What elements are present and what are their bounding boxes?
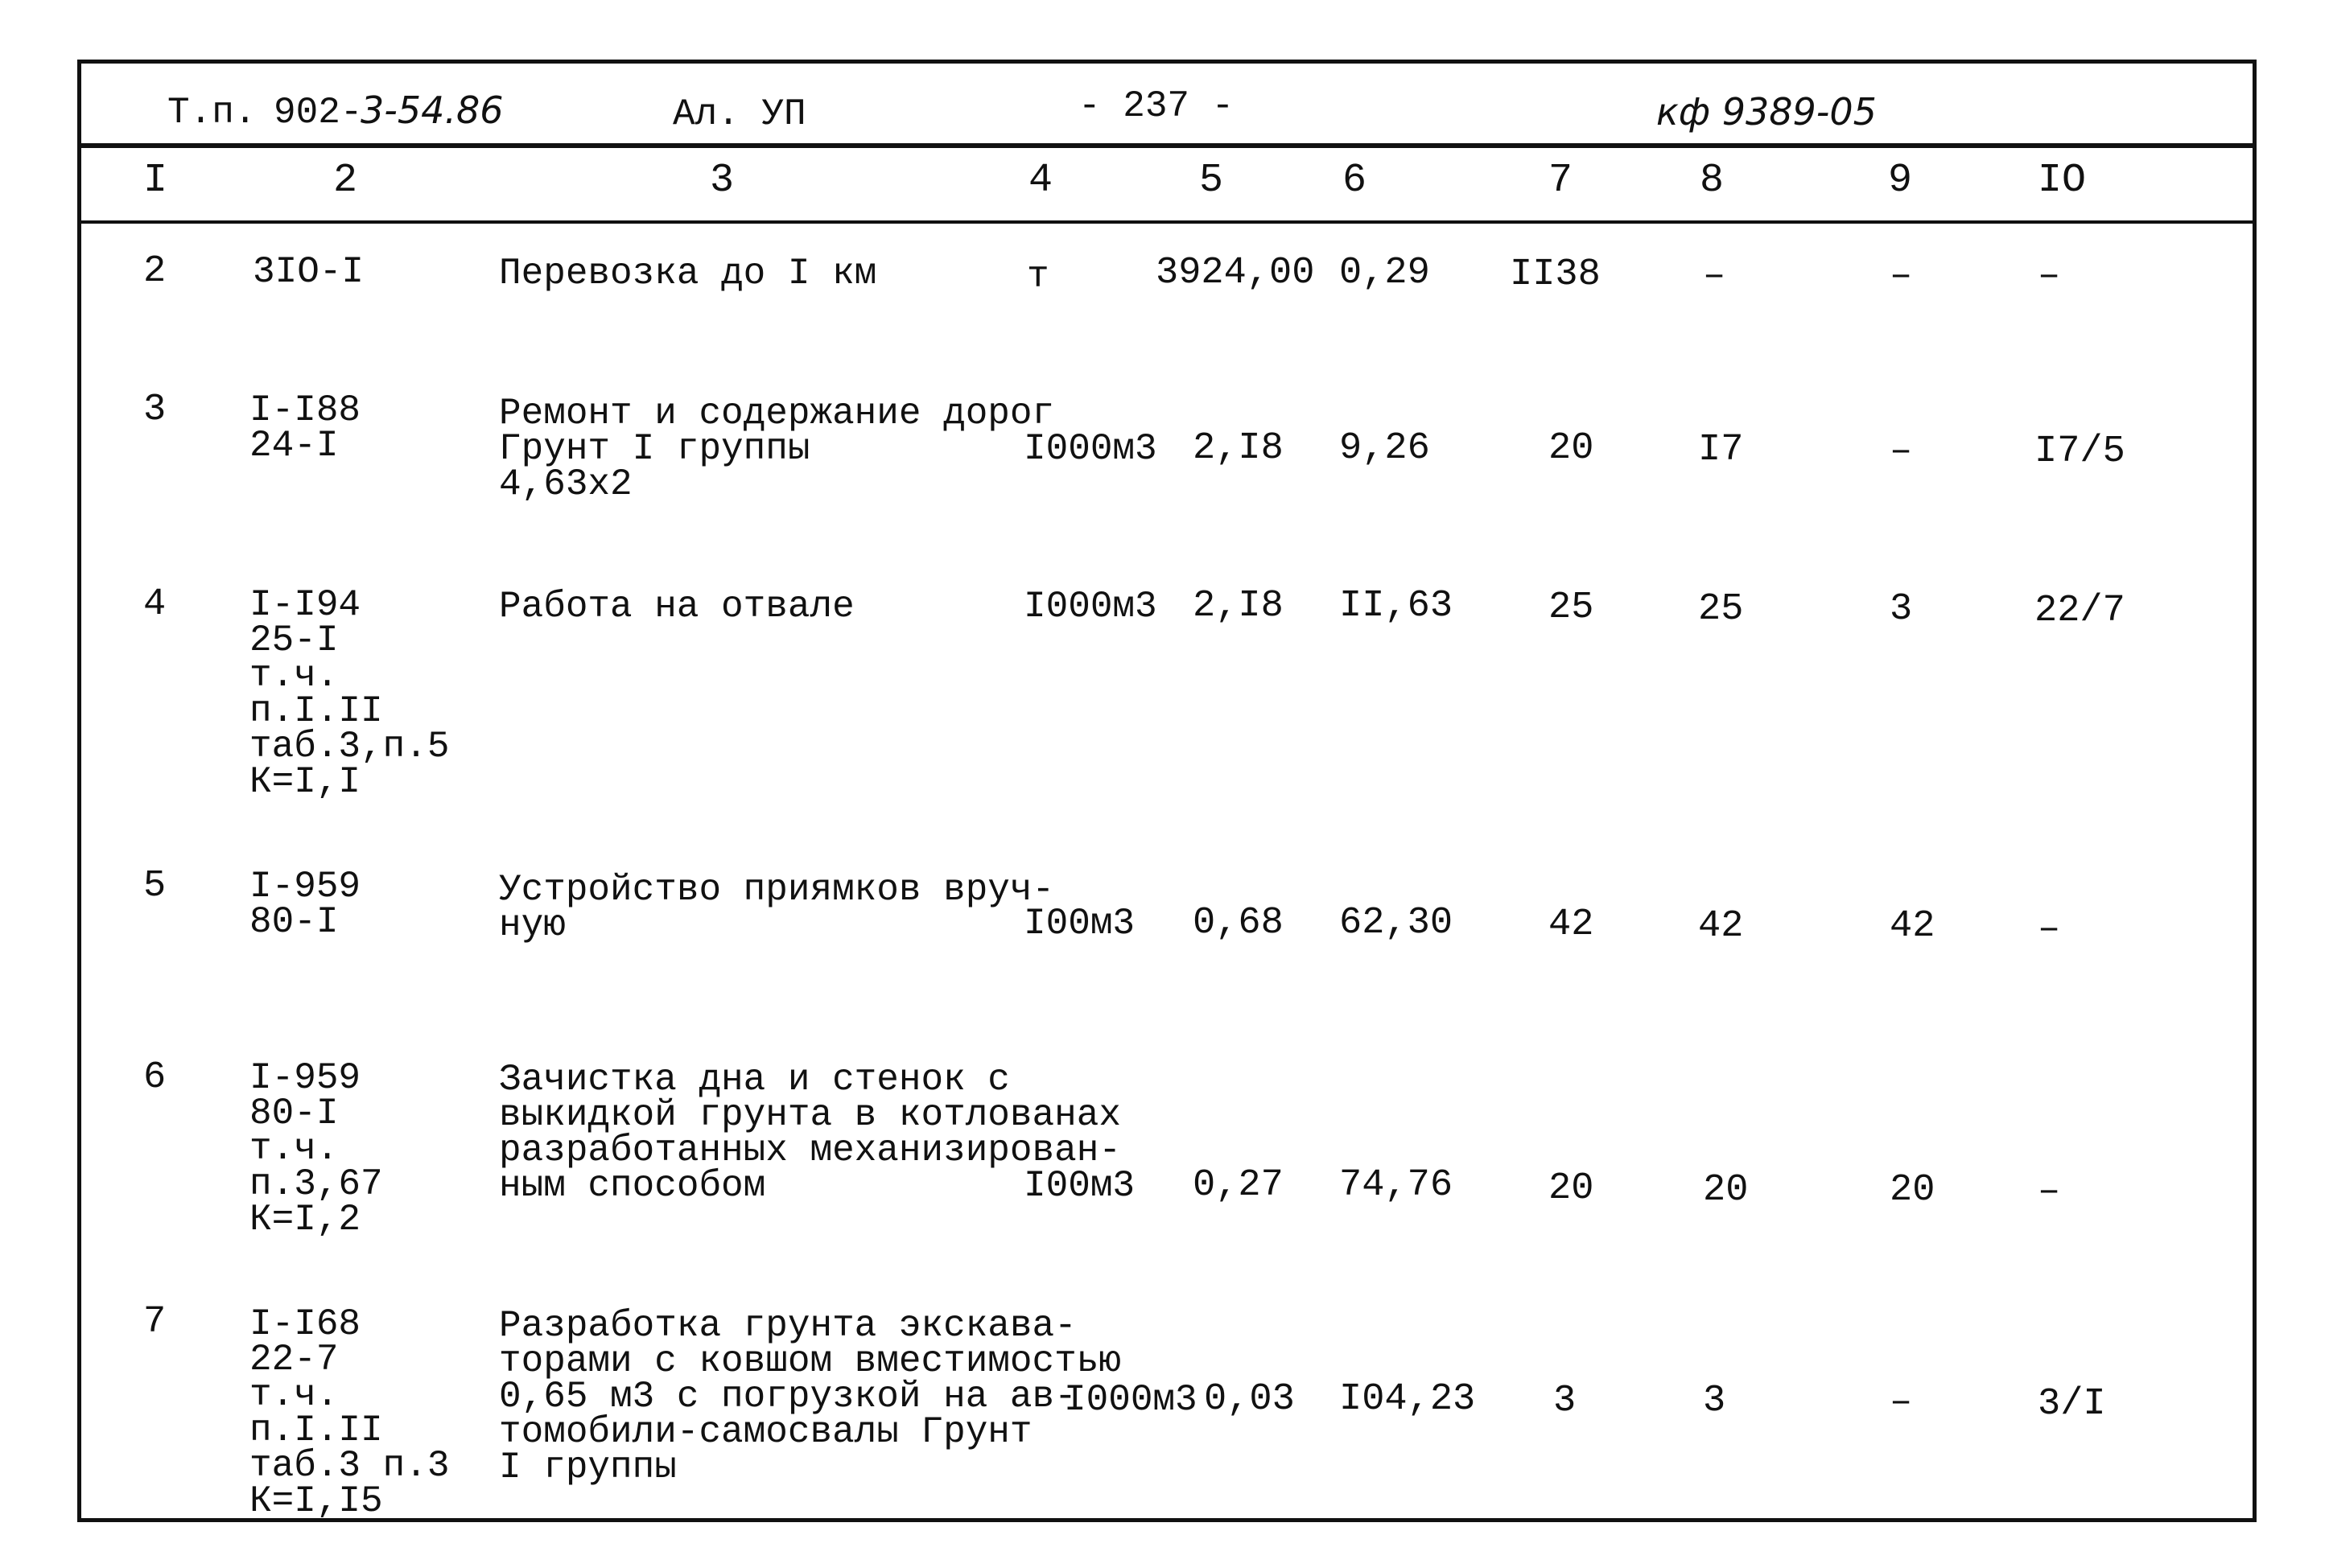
- column-number: 9: [1888, 158, 1913, 204]
- column-number: 5: [1199, 158, 1224, 204]
- header-rule: [77, 143, 2257, 148]
- quantity: 2,I8: [1193, 585, 1284, 628]
- column-10-value: –: [2038, 908, 2061, 951]
- column-9-value: –: [1890, 255, 1913, 298]
- page-number: - 237 -: [1078, 85, 1235, 127]
- column-9-value: –: [1890, 430, 1913, 473]
- column-7-value: 42: [1548, 903, 1594, 946]
- column-number: 8: [1700, 158, 1725, 204]
- row-number: 7: [143, 1301, 167, 1344]
- unit: I00м3: [1024, 1165, 1136, 1207]
- column-6-value: II,63: [1339, 585, 1453, 628]
- column-7-value: 20: [1548, 1167, 1594, 1210]
- tp-number: 902-: [274, 92, 363, 134]
- column-10-value: 3/I: [2038, 1383, 2106, 1426]
- column-8-value: 42: [1698, 905, 1744, 948]
- column-6-value: 9,26: [1339, 427, 1430, 470]
- quantity: 3924,00: [1156, 252, 1315, 294]
- column-header-rule: [77, 220, 2257, 224]
- quantity: 2,I8: [1193, 427, 1284, 470]
- column-10-value: –: [2038, 1171, 2061, 1213]
- column-7-value: 20: [1548, 427, 1594, 470]
- column-8-value: I7: [1698, 429, 1744, 471]
- norm-code: I-I94 25-I т.ч. п.I.II таб.3,п.5 К=I,I: [249, 584, 450, 803]
- norm-code: 3IO-I: [253, 251, 365, 293]
- column-6-value: 0,29: [1339, 252, 1430, 294]
- unit: I000м3: [1024, 586, 1157, 628]
- column-number: 3: [710, 158, 735, 204]
- row-number: 3: [143, 389, 167, 431]
- unit: I000м3: [1064, 1379, 1197, 1421]
- column-7-value: 3: [1553, 1380, 1577, 1422]
- work-description: Ремонт и содержание дорог Грунт I группы 4,63х2: [499, 393, 1055, 505]
- column-10-value: 22/7: [2034, 590, 2125, 632]
- quantity: 0,03: [1204, 1378, 1295, 1421]
- column-number: IO: [2038, 158, 2087, 204]
- work-description: Зачистка дна и стенок с выкидкой грунта в котлованах разработанных механизирован- ным способом: [499, 1059, 1121, 1207]
- column-10-value: I7/5: [2034, 430, 2125, 473]
- column-8-value: –: [1703, 255, 1726, 298]
- work-description: Разработка грунта экскава- торами с ковшом вместимостью 0,65 м3 с погрузкой на ав- томобили-самосвалы Грунт I группы: [499, 1305, 1121, 1488]
- album-label: Ал. УП: [673, 93, 806, 135]
- norm-code: I-959 80-I т.ч. п.3,67 К=I,2: [249, 1057, 383, 1241]
- column-9-value: 42: [1890, 905, 1935, 948]
- column-number: 7: [1548, 158, 1573, 204]
- column-6-value: 62,30: [1339, 902, 1453, 945]
- column-10-value: –: [2038, 255, 2061, 298]
- tp-number-handwritten: 3-54.86: [361, 88, 504, 132]
- work-description: Устройство приямков вруч- ную: [499, 869, 1055, 946]
- row-number: 4: [143, 583, 167, 626]
- norm-code: I-I88 24-I: [249, 389, 361, 467]
- column-6-value: I04,23: [1339, 1378, 1476, 1421]
- column-8-value: 25: [1698, 588, 1744, 631]
- column-9-value: 3: [1890, 588, 1913, 631]
- row-number: 6: [143, 1056, 167, 1099]
- column-number: I: [143, 158, 168, 204]
- tp-label: Т.п.: [167, 92, 257, 134]
- norm-code: I-I68 22-7 т.ч. п.I.II таб.3 п.3 К=I,I5: [249, 1303, 450, 1522]
- column-number: 2: [333, 158, 358, 204]
- column-number: 6: [1342, 158, 1367, 204]
- norm-code: I-959 80-I: [249, 866, 361, 943]
- row-number: 2: [143, 250, 167, 293]
- work-description: Работа на отвале: [499, 586, 855, 628]
- column-8-value: 3: [1703, 1380, 1726, 1422]
- quantity: 0,27: [1193, 1164, 1284, 1207]
- column-9-value: 20: [1890, 1169, 1935, 1212]
- column-9-value: –: [1890, 1381, 1913, 1424]
- quantity: 0,68: [1193, 902, 1284, 945]
- column-7-value: II38: [1510, 253, 1601, 296]
- unit: I000м3: [1024, 428, 1157, 470]
- column-6-value: 74,76: [1339, 1164, 1453, 1207]
- column-7-value: 25: [1548, 586, 1594, 629]
- row-number: 5: [143, 865, 167, 907]
- unit: т: [1027, 256, 1049, 298]
- work-description: Перевозка до I км: [499, 253, 877, 294]
- unit: I00м3: [1024, 903, 1136, 945]
- column-number: 4: [1028, 158, 1053, 204]
- column-8-value: 20: [1703, 1169, 1749, 1212]
- document-code: кф 9389-05: [1656, 90, 1877, 134]
